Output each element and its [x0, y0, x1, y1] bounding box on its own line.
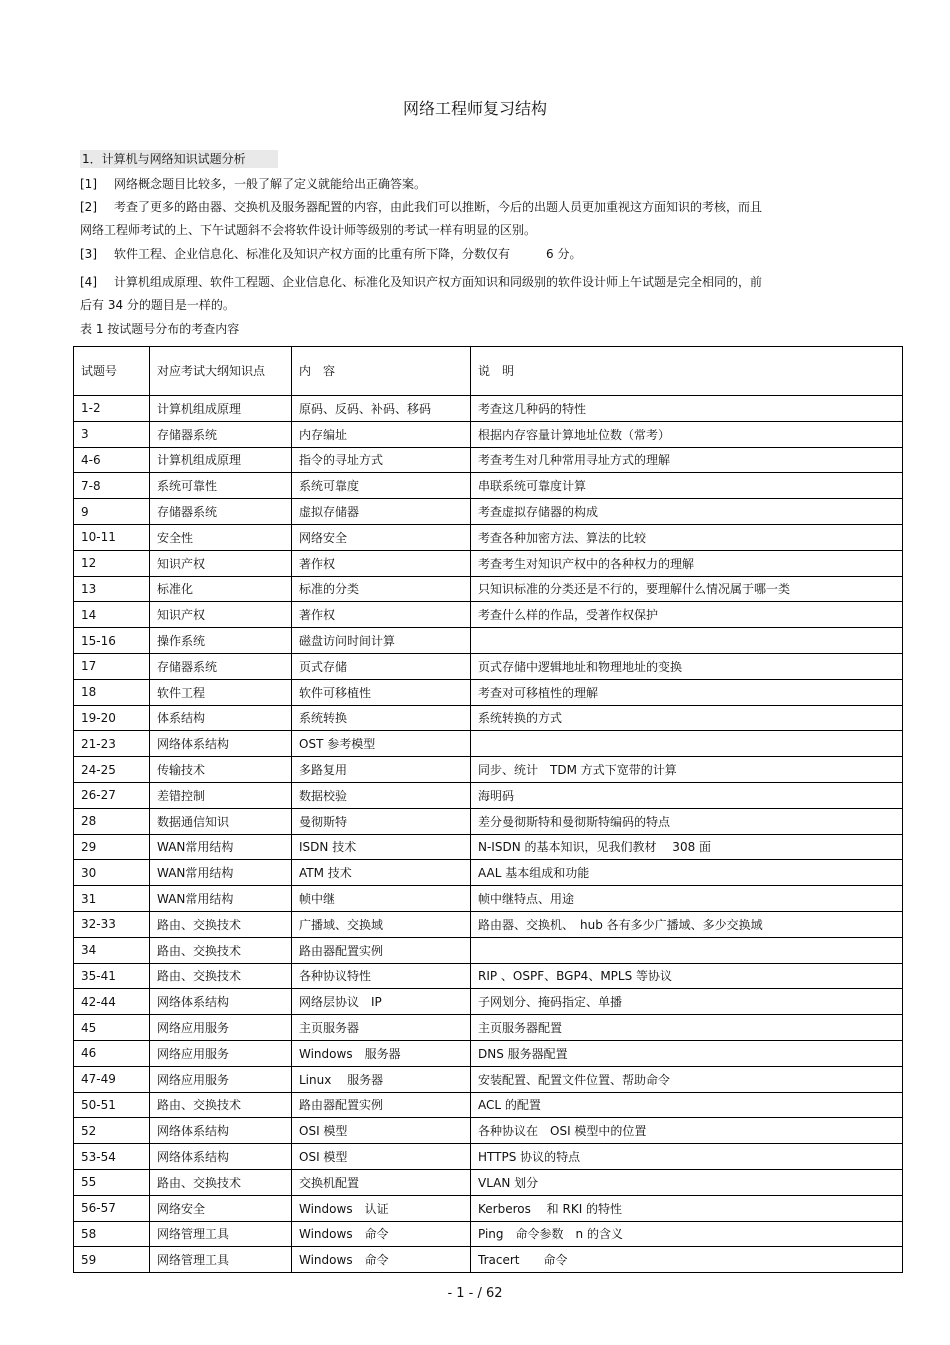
table-cell: 路由器配置实例 [292, 937, 471, 963]
table-cell: 55 [74, 1169, 150, 1195]
table-cell: 知识产权 [150, 602, 292, 628]
table-row [74, 808, 903, 834]
table-row [74, 1092, 903, 1118]
exam-topic-table [73, 346, 903, 1273]
paragraph-line [80, 271, 820, 294]
table-row [74, 1118, 903, 1144]
table-cell: 4-6 [74, 447, 150, 473]
table-cell: OSI 模型 [292, 1118, 471, 1144]
table-cell: 28 [74, 808, 150, 834]
table-row [74, 834, 903, 860]
table-cell: Kerberos 和 RKI 的特性 [471, 1195, 903, 1221]
table-cell: 17 [74, 653, 150, 679]
table-cell: 各种协议在 OSI 模型中的位置 [471, 1118, 903, 1144]
table-cell: WAN常用结构 [150, 886, 292, 912]
table-cell: 交换机配置 [292, 1169, 471, 1195]
table-cell: 网络安全 [150, 1195, 292, 1221]
table-cell [471, 937, 903, 963]
table-cell: 知识产权 [150, 550, 292, 576]
table-cell: 考查这几种码的特性 [471, 396, 903, 422]
table-cell: 24-25 [74, 757, 150, 783]
table-cell: 著作权 [292, 602, 471, 628]
table-cell: 3 [74, 421, 150, 447]
table-cell: 网络安全 [292, 524, 471, 550]
paragraph-number: [3] [80, 247, 97, 261]
table-row [74, 550, 903, 576]
table-cell: 系统可靠性 [150, 473, 292, 499]
table-cell: 14 [74, 602, 150, 628]
table-cell: 同步、统计 TDM 方式下宽带的计算 [471, 757, 903, 783]
paragraph-line [80, 294, 820, 317]
paragraph-text: 考查了更多的路由器、交换机及服务器配置的内容，由此我们可以推断，今后的出题人员更加重视这方面知识的考核，而且 [114, 200, 763, 214]
table-cell: 广播域、交换域 [292, 911, 471, 937]
table-cell: Tracert 命令 [471, 1247, 903, 1273]
table-cell: WAN常用结构 [150, 834, 292, 860]
table-cell: RIP 、OSPF、BGP4、MPLS 等协议 [471, 963, 903, 989]
table-cell: 主页服务器 [292, 1015, 471, 1041]
table-cell: 网络体系结构 [150, 1118, 292, 1144]
table-cell: 考查各种加密方法、算法的比较 [471, 524, 903, 550]
table-cell: 路由器配置实例 [292, 1092, 471, 1118]
table-cell: 考查考生对知识产权中的各种权力的理解 [471, 550, 903, 576]
table-cell: Windows 命令 [292, 1247, 471, 1273]
table-cell: 安全性 [150, 524, 292, 550]
table-cell: 45 [74, 1015, 150, 1041]
table-cell: 路由、交换技术 [150, 1169, 292, 1195]
table-cell: 10-11 [74, 524, 150, 550]
table-cell: 网络应用服务 [150, 1066, 292, 1092]
table-row [74, 911, 903, 937]
table-row [74, 731, 903, 757]
table-cell: 传输技术 [150, 757, 292, 783]
table-cell: 53-54 [74, 1144, 150, 1170]
table-cell: 安装配置、配置文件位置、帮助命令 [471, 1066, 903, 1092]
table-cell: 网络管理工具 [150, 1247, 292, 1273]
table-cell: 1-2 [74, 396, 150, 422]
table-cell: 虚拟存储器 [292, 499, 471, 525]
table-header-cell: 说 明 [471, 347, 903, 396]
paragraph-text: 后有 34 分的题目是一样的。 [80, 298, 235, 312]
table-cell: 46 [74, 1040, 150, 1066]
table-cell: 9 [74, 499, 150, 525]
table-cell: 路由、交换技术 [150, 937, 292, 963]
table-row [74, 757, 903, 783]
table-cell: 路由、交换技术 [150, 911, 292, 937]
table-row [74, 1040, 903, 1066]
table-cell: 体系结构 [150, 705, 292, 731]
table-cell: 著作权 [292, 550, 471, 576]
table-cell: 子网划分、掩码指定、单播 [471, 989, 903, 1015]
table-row [74, 679, 903, 705]
table-cell: 系统转换的方式 [471, 705, 903, 731]
table-cell: 网络应用服务 [150, 1015, 292, 1041]
table-cell: 页式存储 [292, 653, 471, 679]
table-cell: HTTPS 协议的特点 [471, 1144, 903, 1170]
table-cell: 58 [74, 1221, 150, 1247]
page-number: - 1 - / 62 [447, 1286, 503, 1301]
table-cell: 指令的寻址方式 [292, 447, 471, 473]
table-cell: 59 [74, 1247, 150, 1273]
table-header-cell: 内 容 [292, 347, 471, 396]
table-row [74, 963, 903, 989]
table-cell: 主页服务器配置 [471, 1015, 903, 1041]
paragraph-number: [4] [80, 275, 97, 289]
table-cell: 根据内存容量计算地址位数（常考） [471, 421, 903, 447]
table-header-cell: 对应考试大纲知识点 [150, 347, 292, 396]
table-cell: 42-44 [74, 989, 150, 1015]
table-cell: 26-27 [74, 782, 150, 808]
table-row [74, 860, 903, 886]
table-cell: 标准的分类 [292, 576, 471, 602]
table-cell: 网络应用服务 [150, 1040, 292, 1066]
table-cell: 18 [74, 679, 150, 705]
table-cell: 软件可移植性 [292, 679, 471, 705]
table-row [74, 1169, 903, 1195]
table-cell: 存储器系统 [150, 653, 292, 679]
table-cell: 系统转换 [292, 705, 471, 731]
paragraph [80, 243, 820, 266]
table-cell: 曼彻斯特 [292, 808, 471, 834]
table-cell: 考查虚拟存储器的构成 [471, 499, 903, 525]
table-cell: 56-57 [74, 1195, 150, 1221]
section-heading: 1．计算机与网络知识试题分析 [80, 150, 278, 168]
table-cell: 帧中继特点、用途 [471, 886, 903, 912]
table-row [74, 705, 903, 731]
paragraph [80, 271, 820, 317]
table-cell: VLAN 划分 [471, 1169, 903, 1195]
table-row [74, 886, 903, 912]
table-cell: 海明码 [471, 782, 903, 808]
table-row [74, 602, 903, 628]
page-title: 网络工程师复习结构 [402, 99, 547, 118]
table-cell: 串联系统可靠度计算 [471, 473, 903, 499]
table-cell: 差分曼彻斯特和曼彻斯特编码的特点 [471, 808, 903, 834]
table-row [74, 447, 903, 473]
table-cell: 52 [74, 1118, 150, 1144]
table-cell: ISDN 技术 [292, 834, 471, 860]
table-cell: 网络体系结构 [150, 731, 292, 757]
table-row [74, 628, 903, 654]
table-cell: 帧中继 [292, 886, 471, 912]
table-cell: DNS 服务器配置 [471, 1040, 903, 1066]
table-cell: WAN常用结构 [150, 860, 292, 886]
paragraph [80, 173, 820, 196]
table-cell: N-ISDN 的基本知识，见我们教材 308 面 [471, 834, 903, 860]
table-cell: 计算机组成原理 [150, 447, 292, 473]
table-cell: 7-8 [74, 473, 150, 499]
paragraph-number: [2] [80, 200, 97, 214]
paragraph-line [80, 173, 820, 196]
table-cell: 21-23 [74, 731, 150, 757]
table-cell: 网络体系结构 [150, 989, 292, 1015]
table-cell: Windows 认证 [292, 1195, 471, 1221]
table-cell: 内存编址 [292, 421, 471, 447]
table-cell: ACL 的配置 [471, 1092, 903, 1118]
table-caption: 表 1 按试题号分布的考查内容 [80, 322, 240, 336]
paragraph-line [80, 196, 820, 219]
table-row [74, 1247, 903, 1273]
table-row [74, 396, 903, 422]
table-cell: 只知识标准的分类还是不行的，要理解什么情况属于哪一类 [471, 576, 903, 602]
table-cell: 原码、反码、补码、移码 [292, 396, 471, 422]
table-cell: AAL 基本组成和功能 [471, 860, 903, 886]
table-cell: 多路复用 [292, 757, 471, 783]
table-row [74, 782, 903, 808]
table-row [74, 576, 903, 602]
table-cell: 页式存储中逻辑地址和物理地址的变换 [471, 653, 903, 679]
table-cell: 差错控制 [150, 782, 292, 808]
table-cell: 考查什么样的作品，受著作权保护 [471, 602, 903, 628]
paragraph-number: [1] [80, 177, 97, 191]
table-cell: 12 [74, 550, 150, 576]
table-cell [471, 628, 903, 654]
table-row [74, 1221, 903, 1247]
table-header-cell: 试题号 [74, 347, 150, 396]
table-cell: OST 参考模型 [292, 731, 471, 757]
paragraph-text: 网络概念题目比较多，一般了解了定义就能给出正确答案。 [114, 177, 427, 191]
paragraph-text: 计算机组成原理、软件工程题、企业信息化、标准化及知识产权方面知识和同级别的软件设计师上午试题是完全相同的，前 [114, 275, 763, 289]
table-cell: 存储器系统 [150, 499, 292, 525]
table-row [74, 1066, 903, 1092]
paragraph-text: 网络工程师考试的上、下午试题斜不会将软件设计师等级别的考试一样有明显的区别。 [80, 223, 537, 237]
table-cell: 31 [74, 886, 150, 912]
table-cell: ATM 技术 [292, 860, 471, 886]
table-cell: 47-49 [74, 1066, 150, 1092]
table-cell: 30 [74, 860, 150, 886]
table-cell: 磁盘访问时间计算 [292, 628, 471, 654]
table-row [74, 937, 903, 963]
table-cell [471, 731, 903, 757]
table-cell: 操作系统 [150, 628, 292, 654]
table-cell: 19-20 [74, 705, 150, 731]
table-cell: 软件工程 [150, 679, 292, 705]
table-cell: 32-33 [74, 911, 150, 937]
table-row [74, 421, 903, 447]
table-cell: Windows 命令 [292, 1221, 471, 1247]
table-cell: Windows 服务器 [292, 1040, 471, 1066]
paragraph [80, 196, 820, 242]
table-cell: Linux 服务器 [292, 1066, 471, 1092]
table-row [74, 1015, 903, 1041]
table-cell: 34 [74, 937, 150, 963]
table-row [74, 499, 903, 525]
table-row [74, 1144, 903, 1170]
table-cell: 15-16 [74, 628, 150, 654]
table-cell: 系统可靠度 [292, 473, 471, 499]
table-cell: 路由、交换技术 [150, 963, 292, 989]
table-cell: 各种协议特性 [292, 963, 471, 989]
paragraph-text: 软件工程、企业信息化、标准化及知识产权方面的比重有所下降，分数仅有 6 分。 [114, 247, 582, 261]
table-cell: 50-51 [74, 1092, 150, 1118]
paragraph-line [80, 243, 820, 266]
table-cell: 13 [74, 576, 150, 602]
table-row [74, 653, 903, 679]
table-row [74, 989, 903, 1015]
table-cell: 路由器、交换机、 hub 各有多少广播域、多少交换域 [471, 911, 903, 937]
table-cell: OSI 模型 [292, 1144, 471, 1170]
table-header-row [74, 347, 903, 396]
table-row [74, 524, 903, 550]
table-cell: 考查考生对几种常用寻址方式的理解 [471, 447, 903, 473]
table-cell: 35-41 [74, 963, 150, 989]
table-cell: 考查对可移植性的理解 [471, 679, 903, 705]
table-cell: 路由、交换技术 [150, 1092, 292, 1118]
table-cell: 网络管理工具 [150, 1221, 292, 1247]
table-cell: 计算机组成原理 [150, 396, 292, 422]
table-row [74, 473, 903, 499]
table-row [74, 1195, 903, 1221]
table-cell: 网络体系结构 [150, 1144, 292, 1170]
paragraph-line [80, 219, 820, 242]
table-cell: Ping 命令参数 n 的含义 [471, 1221, 903, 1247]
table-cell: 数据通信知识 [150, 808, 292, 834]
table-cell: 数据校验 [292, 782, 471, 808]
table-cell: 网络层协议 IP [292, 989, 471, 1015]
table-cell: 29 [74, 834, 150, 860]
table-cell: 标准化 [150, 576, 292, 602]
table-cell: 存储器系统 [150, 421, 292, 447]
